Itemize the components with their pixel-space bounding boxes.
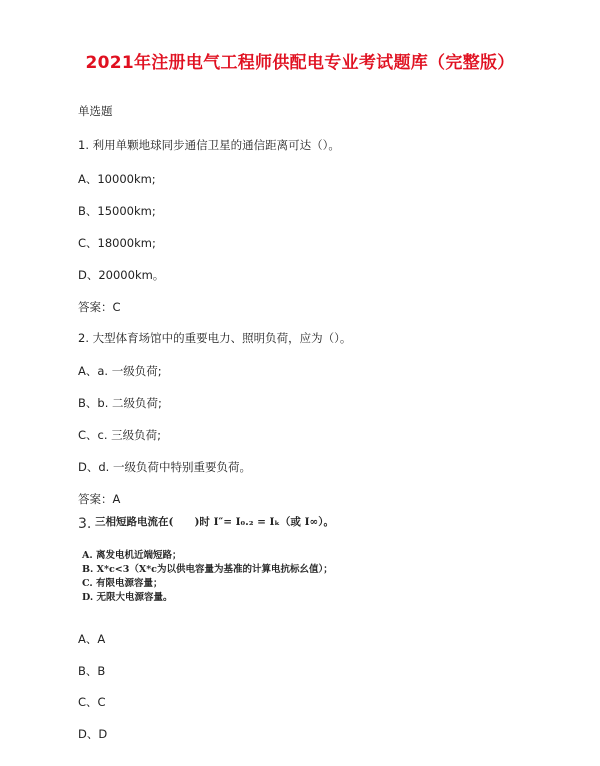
question-2-option-c: C、c. 三级负荷; <box>78 428 162 442</box>
question-3-option-b: B、B <box>78 664 106 678</box>
question-3-image-option-c: C. 有限电源容量； <box>82 578 163 589</box>
question-1-option-c: C、18000km; <box>78 236 156 250</box>
question-3-option-a: A、A <box>78 632 106 646</box>
question-3-option-d: D、D <box>78 727 108 741</box>
question-2-option-b: B、b. 二级负荷; <box>78 396 162 410</box>
question-2-option-d: D、d. 一级负荷中特别重要负荷。 <box>78 460 251 474</box>
document-title: 2021年注册电气工程师供配电专业考试题库（完整版） <box>85 53 515 73</box>
question-2-answer: 答案：A <box>78 492 121 506</box>
question-3-number: 3. <box>78 516 92 532</box>
question-3-image-option-d: D. 无限大电源容量。 <box>82 592 173 603</box>
question-2-option-a: A、a. 一级负荷; <box>78 364 162 378</box>
section-heading: 单选题 <box>78 104 113 118</box>
question-3-image-option-b: B. X*c<3（X*c为以供电容量为基准的计算电抗标幺值）； <box>82 564 333 575</box>
question-3-option-c: C、C <box>78 695 106 709</box>
question-1-option-b: B、15000km; <box>78 204 156 218</box>
question-1-answer: 答案：C <box>78 300 121 314</box>
question-2-stem: 2. 大型体育场馆中的重要电力、照明负荷，应为（）。 <box>78 331 352 345</box>
question-3-stem: 三相短路电流在( )时 I″= I₀.₂ = Iₖ（或 I∞）。 <box>95 516 334 528</box>
question-3-image-option-a: A. 离发电机近端短路； <box>82 550 182 561</box>
question-1-option-d: D、20000km。 <box>78 268 165 282</box>
question-1-option-a: A、10000km; <box>78 172 156 186</box>
question-1-stem: 1. 利用单颗地球同步通信卫星的通信距离可达（）。 <box>78 138 340 152</box>
